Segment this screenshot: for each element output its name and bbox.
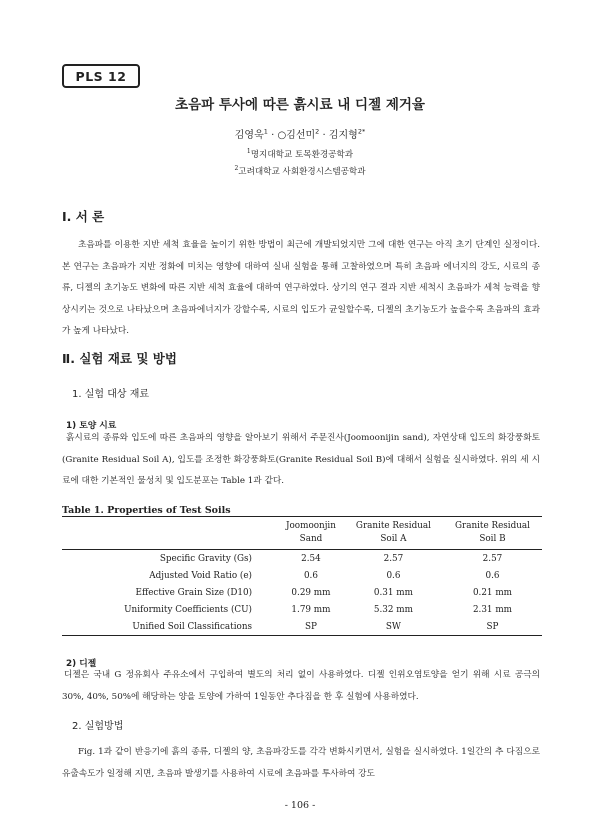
table-row xyxy=(62,550,542,568)
table-cell: 0.31 mm xyxy=(373,587,413,598)
table-row xyxy=(62,567,542,584)
col3-line2: Soil B xyxy=(479,534,506,544)
col1-line1: Joomoonjin xyxy=(285,521,336,531)
page-number: - 106 - xyxy=(284,800,316,811)
table-cell: 0.21 mm xyxy=(472,587,513,598)
table-cell-property: Unified Soil Classifications xyxy=(62,618,278,636)
affiliation-1-number: 1 xyxy=(246,148,251,156)
introduction-paragraph: 초음파를 이용한 지반 세척 효율을 높이기 위한 방법이 최근에 개발되었지만 그에 대한 연구는 아직 초기 단계인 실정이다. 본 연구는 초음파가 지반 정화에 미치는 영향에 대하여 실내 실험을 통해 고찰하였으며 특히 초음파 에너지의 강도, 시료의 종류, 디젤의 초기농도 변화에 따른 지반 세척 효율에 대하여 연구하였다. 상기의 연구 결과 지반 세척시 초음파가 세척 능력을 향상시키는 것으로 나타났으며 초음파에너지가 강할수록, 시료의 입도가 균일할수록, 디젤의 초기농도가 높을수록 초음파의 효과가 높게 나타났다. xyxy=(62,240,540,336)
table-cell: 2.54 xyxy=(301,553,321,564)
soil-sample-body xyxy=(62,428,540,493)
section-1-body xyxy=(62,235,540,343)
table-header-property xyxy=(62,517,278,550)
table-header-col2 xyxy=(344,517,443,550)
table-row xyxy=(62,584,542,601)
table-cell: 5.32 mm xyxy=(373,604,413,615)
diesel-paragraph: 디젤은 국내 G 정유회사 주유소에서 구입하여 별도의 처리 없이 사용하였다. 디젤 인위오염토양을 얻기 위해 시료 공극의 30%, 40%, 50%에 해당하는 양을 토양에 가하여 1일동안 추다짐을 한 후 실험에 사용하였다. xyxy=(62,670,540,702)
author-separator: · xyxy=(319,130,329,141)
table-cell: SW xyxy=(344,618,443,636)
affiliation-2-number: 2 xyxy=(234,165,239,173)
table-row xyxy=(62,618,542,636)
author-2: ○김선미 xyxy=(277,130,316,141)
section-1-heading: Ⅰ. 서 론 xyxy=(62,209,105,224)
table-cell: 1.79 mm xyxy=(291,604,331,615)
method-paragraph: Fig. 1과 같이 반응기에 흙의 종류, 디젤의 양, 초음파강도를 각각 변화시키면서, 실험을 실시하였다. 1일간의 추 다짐으로 유출속도가 일정해 지면, 초음파 발생기를 사용하여 시료에 초음파를 투사하여 강도 xyxy=(62,747,540,779)
author-1: 김영욱 xyxy=(234,130,264,141)
author-3-affil: 2* xyxy=(357,127,366,136)
affiliation-2 xyxy=(0,165,600,177)
soil-sample-paragraph: 흙시료의 종류와 입도에 따른 초음파의 영향을 알아보기 위해서 주문진사(Joomoonijin sand), 자연상태 입도의 화강풍화토(Granite Residual Soil A), 입도를 조정한 화강풍화토(Granite Residual Soil B)에 대해서 실험을 실시하였다. 위의 세 시료에 대한 기본적인 물성치 및 입도분포는 Table 1과 같다. xyxy=(62,433,540,486)
affiliation-1 xyxy=(0,148,600,160)
table-cell: SP xyxy=(443,618,542,636)
author-1-affil: 1 xyxy=(263,127,268,136)
subsection-2-heading: 2. 실험방법 xyxy=(72,721,124,732)
author-line xyxy=(0,126,600,141)
session-badge-label: PLS 12 xyxy=(75,68,127,84)
session-badge xyxy=(62,64,140,88)
section-2-heading: Ⅱ. 실험 재료 및 방법 xyxy=(62,351,177,366)
subsection-1-heading: 1. 실험 대상 재료 xyxy=(72,389,150,400)
table-cell: SP xyxy=(278,618,344,636)
properties-table xyxy=(62,516,542,636)
author-3: 김지형 xyxy=(328,130,358,141)
table-cell: 0.6 xyxy=(386,570,401,581)
author-separator: · xyxy=(267,130,278,141)
col2-line2: Soil A xyxy=(380,534,407,544)
col1-line2: Sand xyxy=(299,534,323,544)
table-cell-property: Effective Grain Size (D10) xyxy=(135,587,252,598)
table-cell: 2.31 mm xyxy=(472,604,513,615)
table-caption: Table 1. Properties of Test Soils xyxy=(62,505,231,516)
table-cell: 0.6 xyxy=(485,570,500,581)
col2-line1: Granite Residual xyxy=(355,521,431,531)
table-cell-property: Adjusted Void Ratio (e) xyxy=(149,570,252,581)
table-cell-property: Specific Gravity (Gs) xyxy=(159,553,252,564)
affiliation-1-text: 명지대학교 토목환경공학과 xyxy=(250,150,354,160)
paper-title: 초음파 투사에 따른 흙시료 내 디젤 제거율 xyxy=(175,97,425,113)
table-cell: 2.57 xyxy=(383,553,404,564)
table-header-col1 xyxy=(278,517,344,550)
diesel-body xyxy=(62,665,540,708)
table-cell-property: Uniformity Coefficients (CU) xyxy=(124,604,252,615)
soil-sample-heading: 1) 토양 시료 xyxy=(66,421,117,431)
table-row xyxy=(62,601,542,618)
diesel-heading: 2) 디젤 xyxy=(66,659,97,669)
author-2-affil: 2 xyxy=(315,127,320,136)
table-cell: 0.29 mm xyxy=(291,587,331,598)
col3-line1: Granite Residual xyxy=(454,521,530,531)
table-cell: 0.6 xyxy=(303,570,318,581)
affiliation-2-text: 고려대학교 사회환경시스템공학과 xyxy=(238,167,366,177)
table-cell: 2.57 xyxy=(482,553,503,564)
method-body xyxy=(62,742,540,785)
table-header-col3 xyxy=(443,517,542,550)
